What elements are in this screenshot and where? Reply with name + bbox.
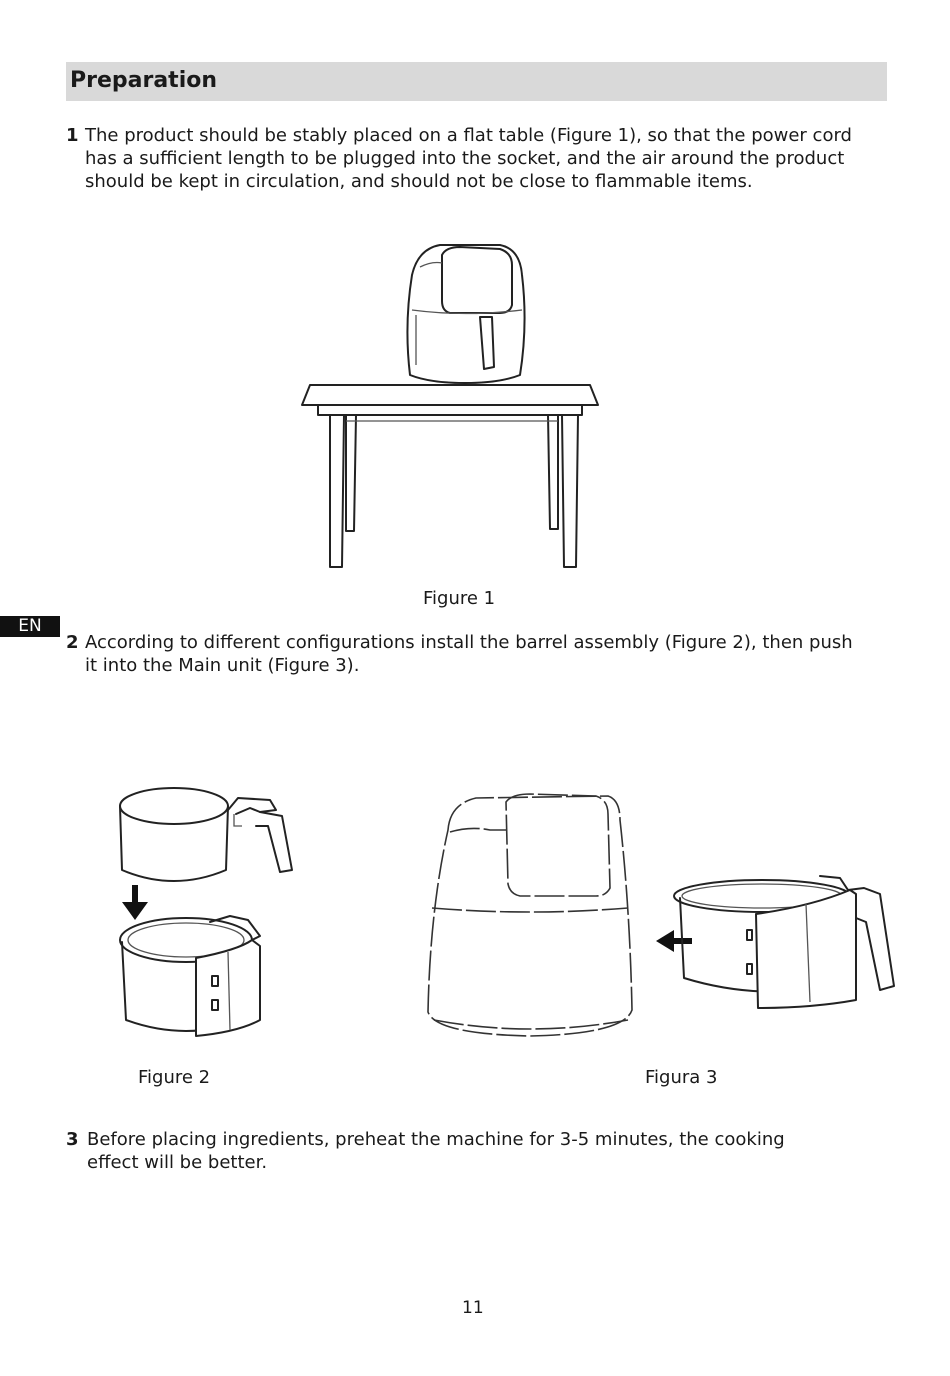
section-title: Preparation (70, 68, 218, 93)
step-line: effect will be better. (87, 1152, 268, 1173)
page-number: 11 (462, 1298, 484, 1318)
figure-3-illustration (420, 790, 900, 1045)
outer-basket-icon (120, 916, 260, 1036)
figure-2-caption: Figure 2 (138, 1067, 211, 1088)
inner-basket-icon (120, 788, 292, 881)
basket-with-handle-icon (674, 876, 894, 1008)
step-3 (66, 1128, 896, 1176)
step-2 (66, 631, 896, 679)
step-line: According to different configurations install the barrel assembly (Figure 2), then push (85, 632, 853, 653)
figure-1-illustration (300, 235, 610, 575)
step-line: has a sufficient length to be plugged into the socket, and the air around the product (85, 148, 845, 169)
step-text (85, 124, 852, 193)
air-fryer-icon (407, 245, 524, 383)
step-line: The product should be stably placed on a flat table (Figure 1), so that the power cord (85, 125, 852, 146)
step-number: 1 (66, 125, 79, 146)
figure-2-illustration (110, 780, 310, 1045)
step-number: 2 (66, 632, 79, 653)
step-text (85, 631, 853, 677)
table-icon (302, 385, 598, 567)
step-line: it into the Main unit (Figure 3). (85, 655, 360, 676)
main-unit-icon (428, 794, 632, 1036)
step-text (87, 1128, 785, 1174)
step-line: Before placing ingredients, preheat the machine for 3-5 minutes, the cooking (87, 1129, 785, 1150)
language-tab: EN (0, 616, 60, 637)
left-arrow-icon (656, 930, 692, 952)
down-arrow-icon (122, 885, 148, 920)
step-line: should be kept in circulation, and should not be close to flammable items. (85, 171, 753, 192)
figure-1-caption: Figure 1 (423, 588, 496, 609)
step-1 (66, 124, 896, 194)
section-header-bar (66, 62, 887, 101)
figure-3-caption: Figura 3 (645, 1067, 718, 1088)
step-number: 3 (66, 1129, 79, 1150)
